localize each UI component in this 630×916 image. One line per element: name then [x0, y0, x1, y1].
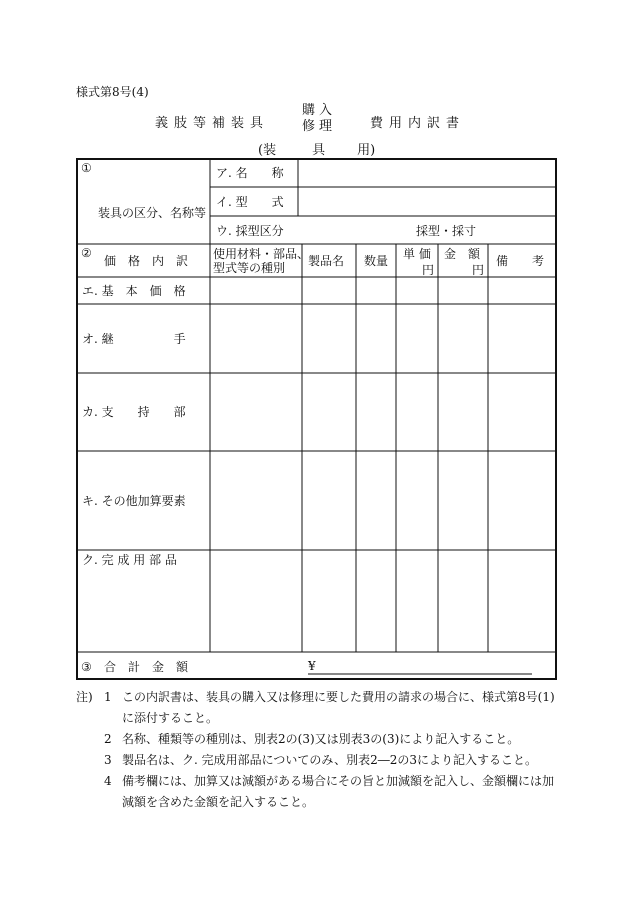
row-joint: オ. 継 手	[82, 332, 186, 346]
column-unit-price-yen: 円	[422, 263, 435, 277]
note-item	[76, 771, 560, 813]
column-amount-yen: 円	[472, 263, 485, 277]
note-number: 1	[104, 690, 112, 704]
note-item	[76, 729, 560, 750]
note-text: この内訳書は、装具の購入又は修理に要した費用の請求の場合に、様式第8号(1)に添付すること。	[122, 690, 555, 725]
form-number: 様式第8号(4)	[76, 85, 149, 99]
column-product: 製品名	[308, 254, 345, 268]
row-base-price: エ. 基 本 価 格	[82, 284, 186, 298]
title-option-repair: 修理	[302, 119, 337, 134]
table-border	[77, 159, 556, 679]
section1-marker: ①	[81, 161, 92, 175]
mold-category-label: ウ. 採型区分	[216, 224, 284, 238]
section3-marker: ③	[81, 660, 92, 674]
title-option-purchase: 購入	[302, 103, 337, 118]
column-materials	[213, 247, 309, 275]
mold-category-value[interactable]: 採型・採寸	[416, 224, 477, 238]
table-grid	[76, 158, 557, 680]
column-remarks: 備 考	[496, 254, 545, 268]
column-unit-price: 単 価	[403, 247, 431, 261]
section2-marker: ②	[81, 246, 92, 260]
column-materials-line2: 型式等の種別	[213, 261, 286, 275]
document-subtitle	[258, 139, 375, 158]
note-text: 備考欄には、加算又は減額がある場合にその旨と加減額を記入し、金額欄には加減額を含めた金額を記入すること。	[122, 774, 555, 809]
note-text: 名称、種類等の種別は、別表2の(3)又は別表3の(3)により記入すること。	[122, 732, 520, 746]
section1-label: 装具の区分、名称等	[98, 206, 207, 220]
column-materials-line1: 使用材料・部品、	[213, 247, 310, 261]
note-item	[76, 687, 560, 729]
note-number: 4	[104, 774, 112, 788]
subtitle-open: (装	[258, 143, 277, 158]
notes-lead: 注)	[76, 690, 93, 704]
cost-breakdown-table	[76, 158, 557, 680]
document-title: 義肢等補装具	[155, 116, 270, 131]
note-item	[76, 750, 560, 771]
document-title-end: 費用内訳書	[370, 116, 466, 131]
model-label: イ. 型 式	[216, 195, 284, 209]
total-currency-symbol: ¥	[308, 659, 316, 673]
name-label: ア. 名 称	[216, 166, 284, 180]
subtitle-mid: 具	[312, 143, 326, 158]
note-text: 製品名は、ク. 完成用部品についてのみ、別表2―2の3により記入すること。	[122, 753, 538, 767]
section2-label: 価 格 内 訳	[104, 254, 189, 268]
notes	[76, 687, 560, 813]
title-option-stack	[302, 103, 336, 135]
note-number: 2	[104, 732, 112, 746]
row-support: カ. 支 持 部	[82, 405, 186, 419]
note-number: 3	[104, 753, 112, 767]
subtitle-close: 用)	[357, 143, 376, 158]
column-quantity: 数量	[364, 254, 389, 268]
row-finished-parts: ク. 完 成 用 部 品	[82, 553, 177, 567]
column-amount: 金 額	[444, 247, 481, 261]
section3-label: 合 計 金 額	[104, 660, 189, 674]
row-other-additions: キ. その他加算要素	[82, 494, 186, 508]
